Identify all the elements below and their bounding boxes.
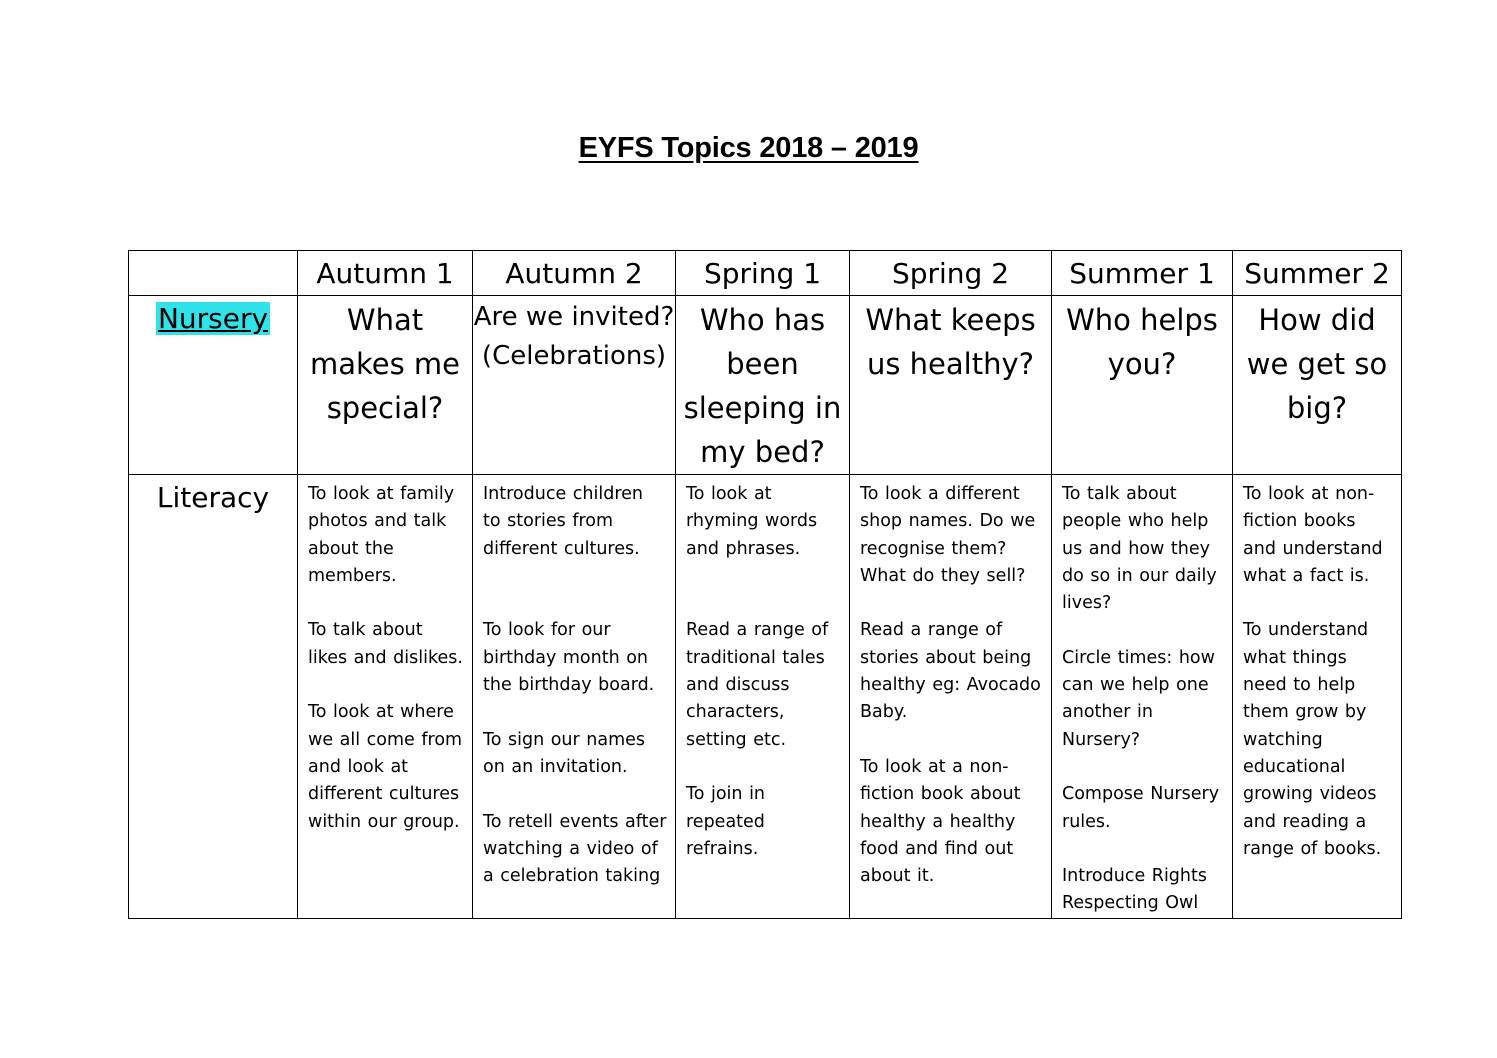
header-cell-empty	[129, 251, 298, 296]
topics-table	[128, 250, 1402, 919]
header-row	[129, 251, 1402, 296]
topic-spring-1: Who has been sleeping in my bed?	[676, 296, 850, 475]
header-spring-2: Spring 2	[850, 251, 1052, 296]
nursery-row	[129, 296, 1402, 475]
literacy-summer-2: To look at non-fiction books and understand what a fact is. To understand what things need to help them grow by watching educational growing videos and reading a range of books.	[1233, 475, 1402, 919]
nursery-label-cell	[129, 296, 298, 475]
literacy-row	[129, 475, 1402, 919]
literacy-summer-1: To talk about people who help us and how they do so in our daily lives? Circle times: how can we help one another in Nursery? Compose Nursery rules. Introduce Rights Respecting Owl	[1052, 475, 1233, 919]
header-autumn-1: Autumn 1	[298, 251, 473, 296]
header-spring-1: Spring 1	[676, 251, 850, 296]
header-summer-1: Summer 1	[1052, 251, 1233, 296]
topic-summer-2: How did we get so big?	[1233, 296, 1402, 475]
page-title: EYFS Topics 2018 – 2019	[578, 132, 919, 164]
topic-autumn-2: Are we invited? (Celebrations)	[473, 296, 676, 475]
topic-spring-2: What keeps us healthy?	[850, 296, 1052, 475]
nursery-label: Nursery	[157, 302, 269, 335]
literacy-spring-1: To look at rhyming words and phrases. Read a range of traditional tales and discuss characters, setting etc. To join in repeated refrains.	[676, 475, 850, 919]
literacy-label: Literacy	[129, 475, 298, 919]
literacy-spring-2: To look a different shop names. Do we recognise them? What do they sell? Read a range of stories about being healthy eg: Avocado Baby. To look at a non-fiction book about healthy a healthy food and find out about it.	[850, 475, 1052, 919]
header-autumn-2: Autumn 2	[473, 251, 676, 296]
literacy-autumn-2: Introduce children to stories from different cultures. To look for our birthday month on the birthday board. To sign our names on an invitation. To retell events after watching a video of a celebration taking	[473, 475, 676, 919]
topic-autumn-1: What makes me special?	[298, 296, 473, 475]
literacy-autumn-1: To look at family photos and talk about the members. To talk about likes and dislikes. To look at where we all come from and look at different cultures within our group.	[298, 475, 473, 919]
header-summer-2: Summer 2	[1233, 251, 1402, 296]
topic-summer-1: Who helps you?	[1052, 296, 1233, 475]
